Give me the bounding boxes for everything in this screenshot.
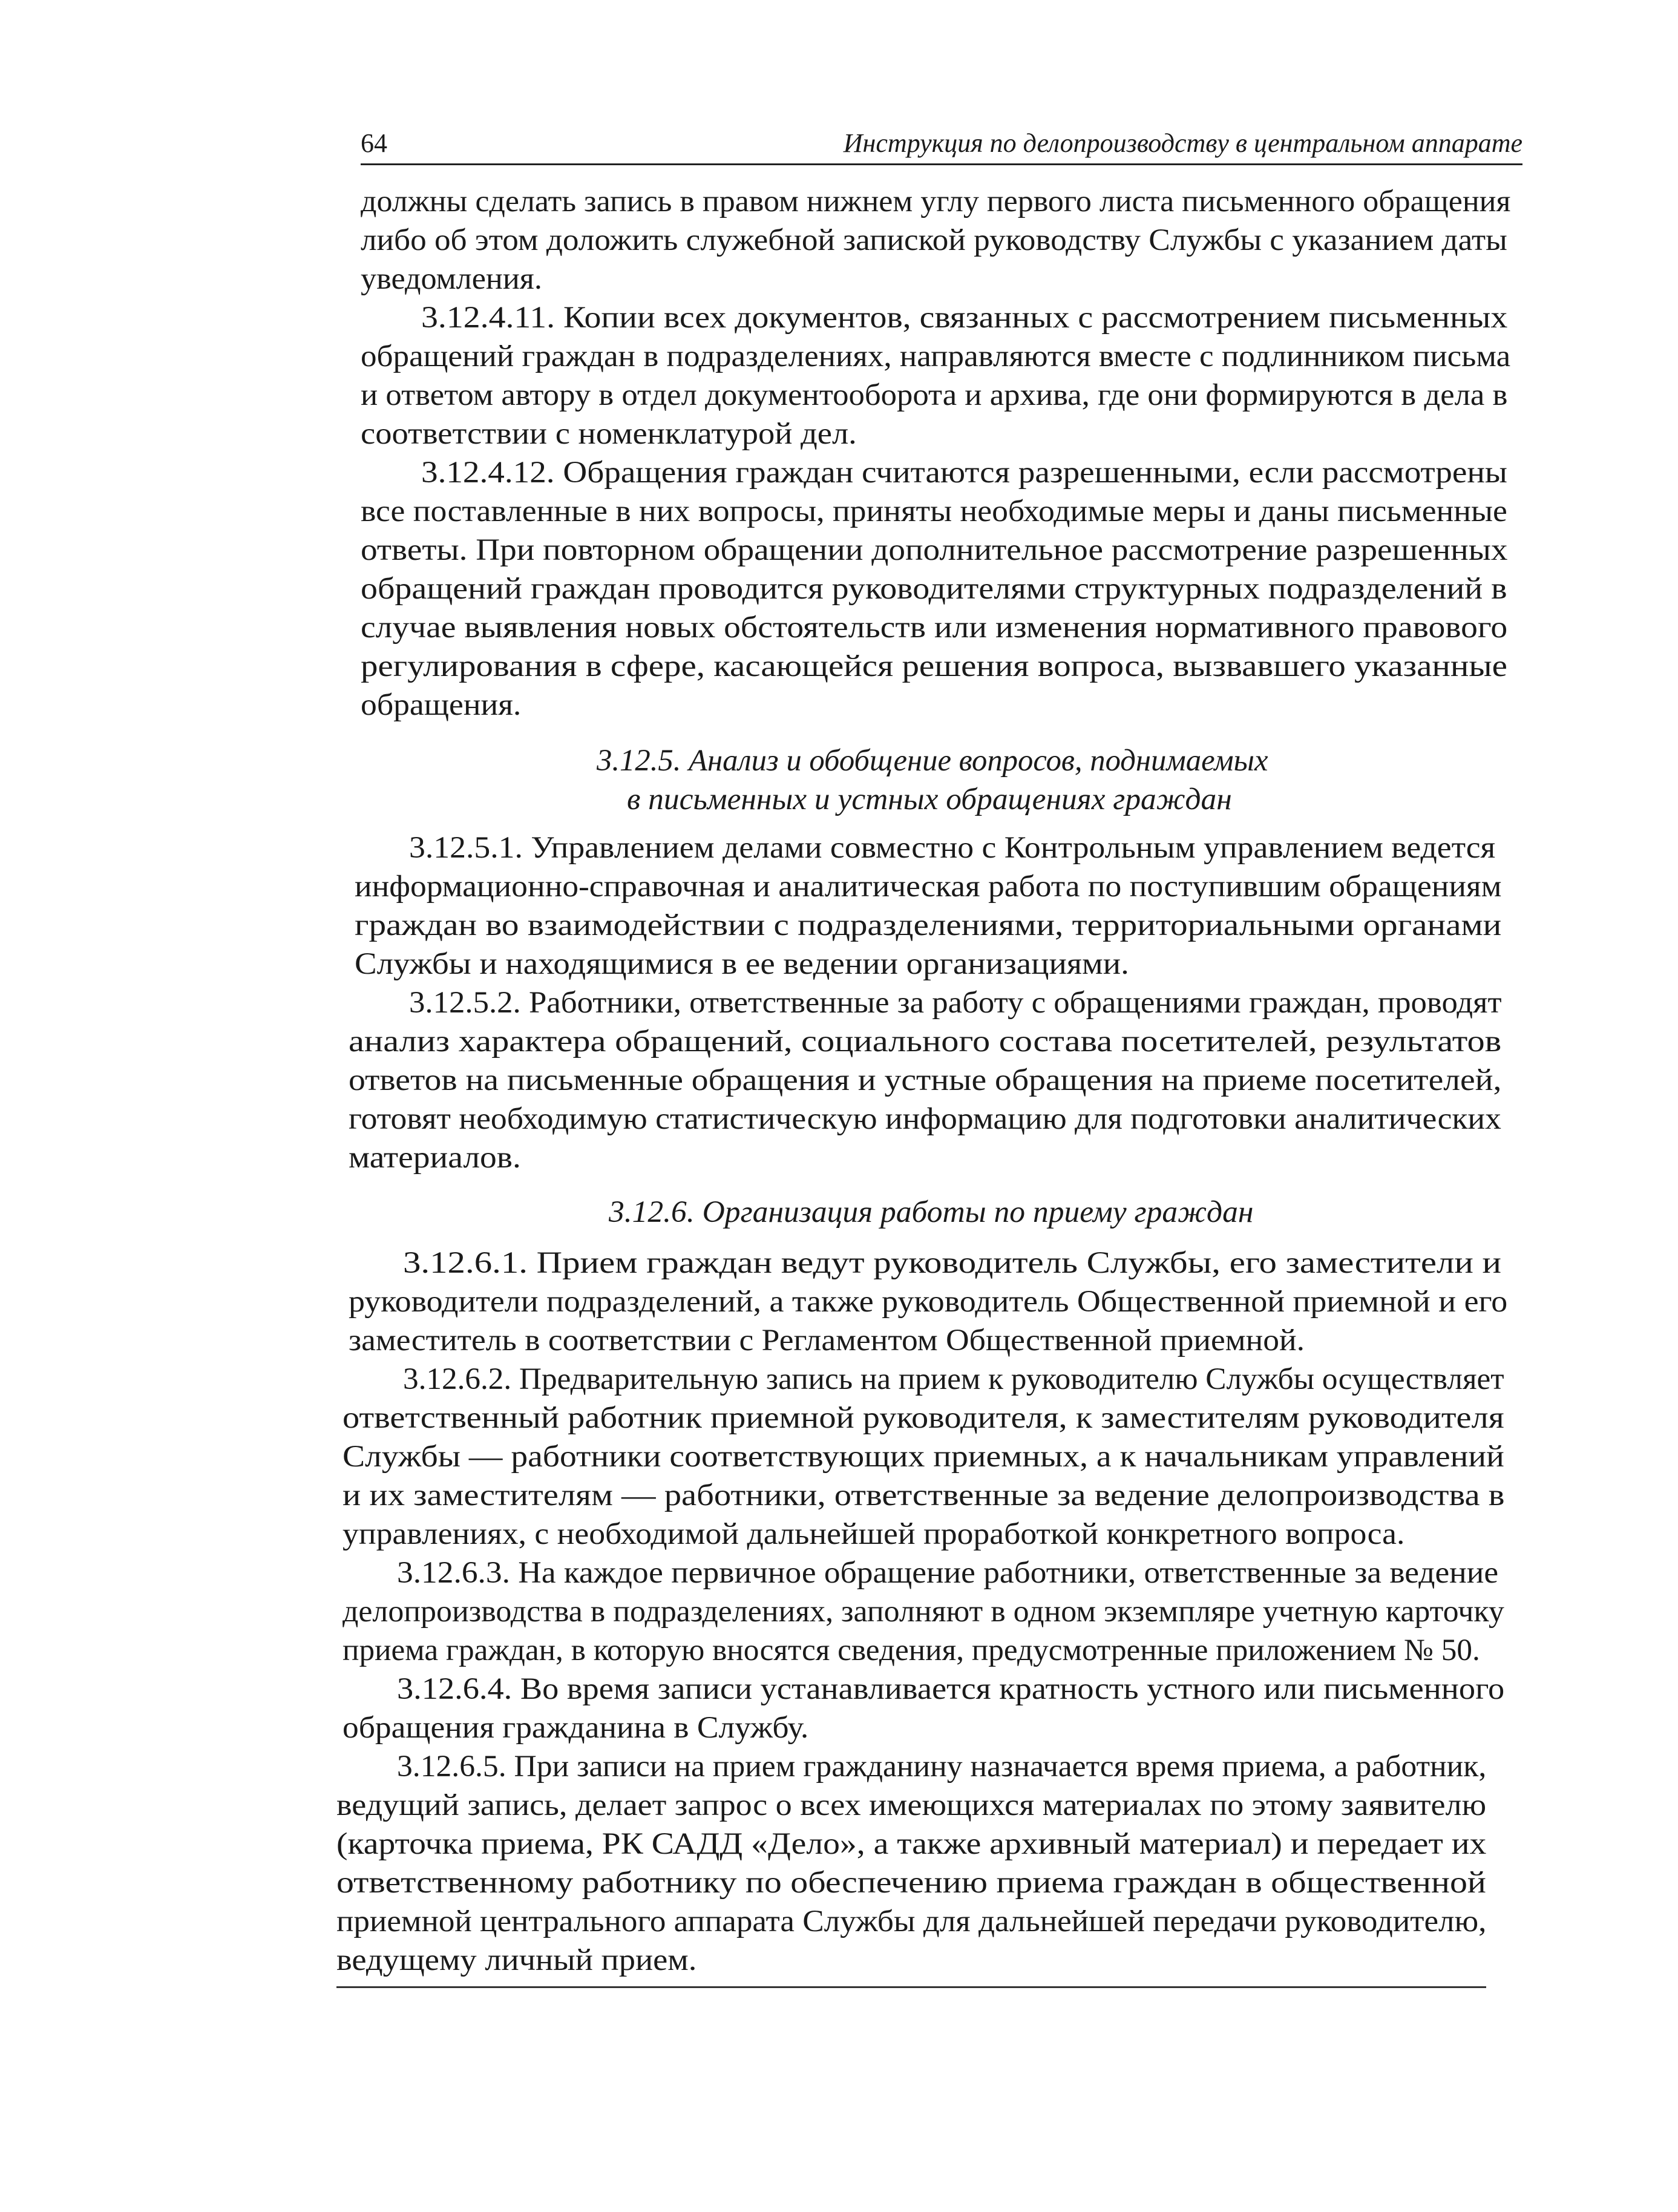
text-line: обращений граждан проводится руководителями структурных подразделений в	[361, 572, 1507, 606]
text-line: приемной центрального аппарата Службы для дальнейшей передачи руководителю,	[336, 1905, 1487, 1938]
running-title: Инструкция по делопроизводству в центральном аппарате	[843, 128, 1522, 158]
text-line: делопроизводства в подразделениях, заполняют в одном экземпляре учетную карточку	[342, 1595, 1504, 1629]
text-line: обращения.	[361, 688, 522, 722]
text-line: ответов на письменные обращения и устные обращения на приеме посетителей,	[349, 1063, 1502, 1097]
text-line: все поставленные в них вопросы, приняты необходимые меры и даны письменные	[361, 494, 1507, 528]
text-line: готовят необходимую статистическую информацию для подготовки аналитических	[349, 1102, 1501, 1136]
text-line: граждан во взаимодействии с подразделениями, территориальными органами	[355, 908, 1502, 942]
text-line: управлениях, с необходимой дальнейшей проработкой конкретного вопроса.	[342, 1517, 1405, 1551]
text-line: Службы — работники соответствующих приемных, а к начальникам управлений	[342, 1440, 1504, 1474]
text-line: либо об этом доложить служебной запиской руководству Службы с указанием даты	[361, 223, 1507, 257]
paragraph-first-line: 3.12.6.2. Предварительную запись на прием к руководителю Службы осуществляет	[403, 1362, 1504, 1396]
text-line: информационно-справочная и аналитическая работа по поступившим обращениям	[355, 870, 1502, 904]
section-heading: 3.12.6. Организация работы по приему граждан	[609, 1195, 1254, 1229]
text-line: приема граждан, в которую вносятся сведения, предусмотренные приложением № 50.	[342, 1633, 1480, 1667]
text-line: (карточка приема, РК САДД «Дело», а также архивный материал) и передает их	[336, 1827, 1487, 1861]
paragraph-first-line: 3.12.6.3. На каждое первичное обращение работники, ответственные за ведение	[397, 1556, 1499, 1590]
paragraph-first-line: 3.12.4.11. Копии всех документов, связанных с рассмотрением письменных	[421, 301, 1508, 335]
text-line: ведущему личный прием.	[336, 1943, 697, 1977]
text-line: анализ характера обращений, социального состава посетителей, результатов	[349, 1025, 1502, 1058]
text-line: и ответом автору в отдел документооборота и архива, где они формируются в дела в	[361, 378, 1508, 412]
page-number: 64	[361, 128, 387, 158]
paragraph-first-line: 3.12.6.4. Во время записи устанавливается кратность устного или письменного	[397, 1672, 1505, 1706]
text-line: ведущий запись, делает запрос о всех имеющихся материалах по этому заявителю	[336, 1788, 1487, 1822]
text-line: должны сделать запись в правом нижнем углу первого листа письменного обращения	[361, 185, 1511, 218]
text-line: ответы. При повторном обращении дополнительное рассмотрение разрешенных	[361, 533, 1508, 567]
text-line: руководители подразделений, а также руководитель Общественной приемной и его	[349, 1285, 1508, 1319]
paragraph-first-line: 3.12.5.1. Управлением делами совместно с Контрольным управлением ведется	[409, 831, 1496, 865]
text-line: Службы и находящимися в ее ведении организациями.	[355, 947, 1129, 981]
footer-rule	[336, 1986, 1486, 1988]
section-heading: 3.12.5. Анализ и обобщение вопросов, поднимаемых	[597, 744, 1268, 778]
text-line: ответственному работнику по обеспечению приема граждан в общественной	[336, 1866, 1486, 1900]
paragraph-first-line: 3.12.4.12. Обращения граждан считаются разрешенными, если рассмотрены	[421, 456, 1507, 490]
text-line: регулирования в сфере, касающейся решения вопроса, вызвавшего указанные	[361, 649, 1507, 683]
text-line: уведомления.	[361, 262, 542, 296]
text-line: и их заместителям — работники, ответственные за ведение делопроизводства в	[342, 1478, 1505, 1512]
paragraph-first-line: 3.12.5.2. Работники, ответственные за работу с обращениями граждан, проводят	[409, 986, 1502, 1020]
text-line: заместитель в соответствии с Регламентом Общественной приемной.	[349, 1324, 1305, 1357]
text-line: обращений граждан в подразделениях, направляются вместе с подлинником письма	[361, 340, 1511, 373]
section-heading: в письменных и устных обращениях граждан	[627, 783, 1232, 816]
paragraph-first-line: 3.12.6.1. Прием граждан ведут руководитель Службы, его заместители и	[403, 1246, 1502, 1280]
text-line: материалов.	[349, 1141, 521, 1175]
text-line: соответствии с номенклатурой дел.	[361, 417, 857, 451]
text-line: случае выявления новых обстоятельств или изменения нормативного правового	[361, 611, 1508, 645]
text-line: обращения гражданина в Службу.	[342, 1711, 809, 1745]
text-line: ответственный работник приемной руководителя, к заместителям руководителя	[342, 1401, 1504, 1435]
paragraph-first-line: 3.12.6.5. При записи на прием гражданину назначается время приема, а работник,	[397, 1750, 1487, 1784]
